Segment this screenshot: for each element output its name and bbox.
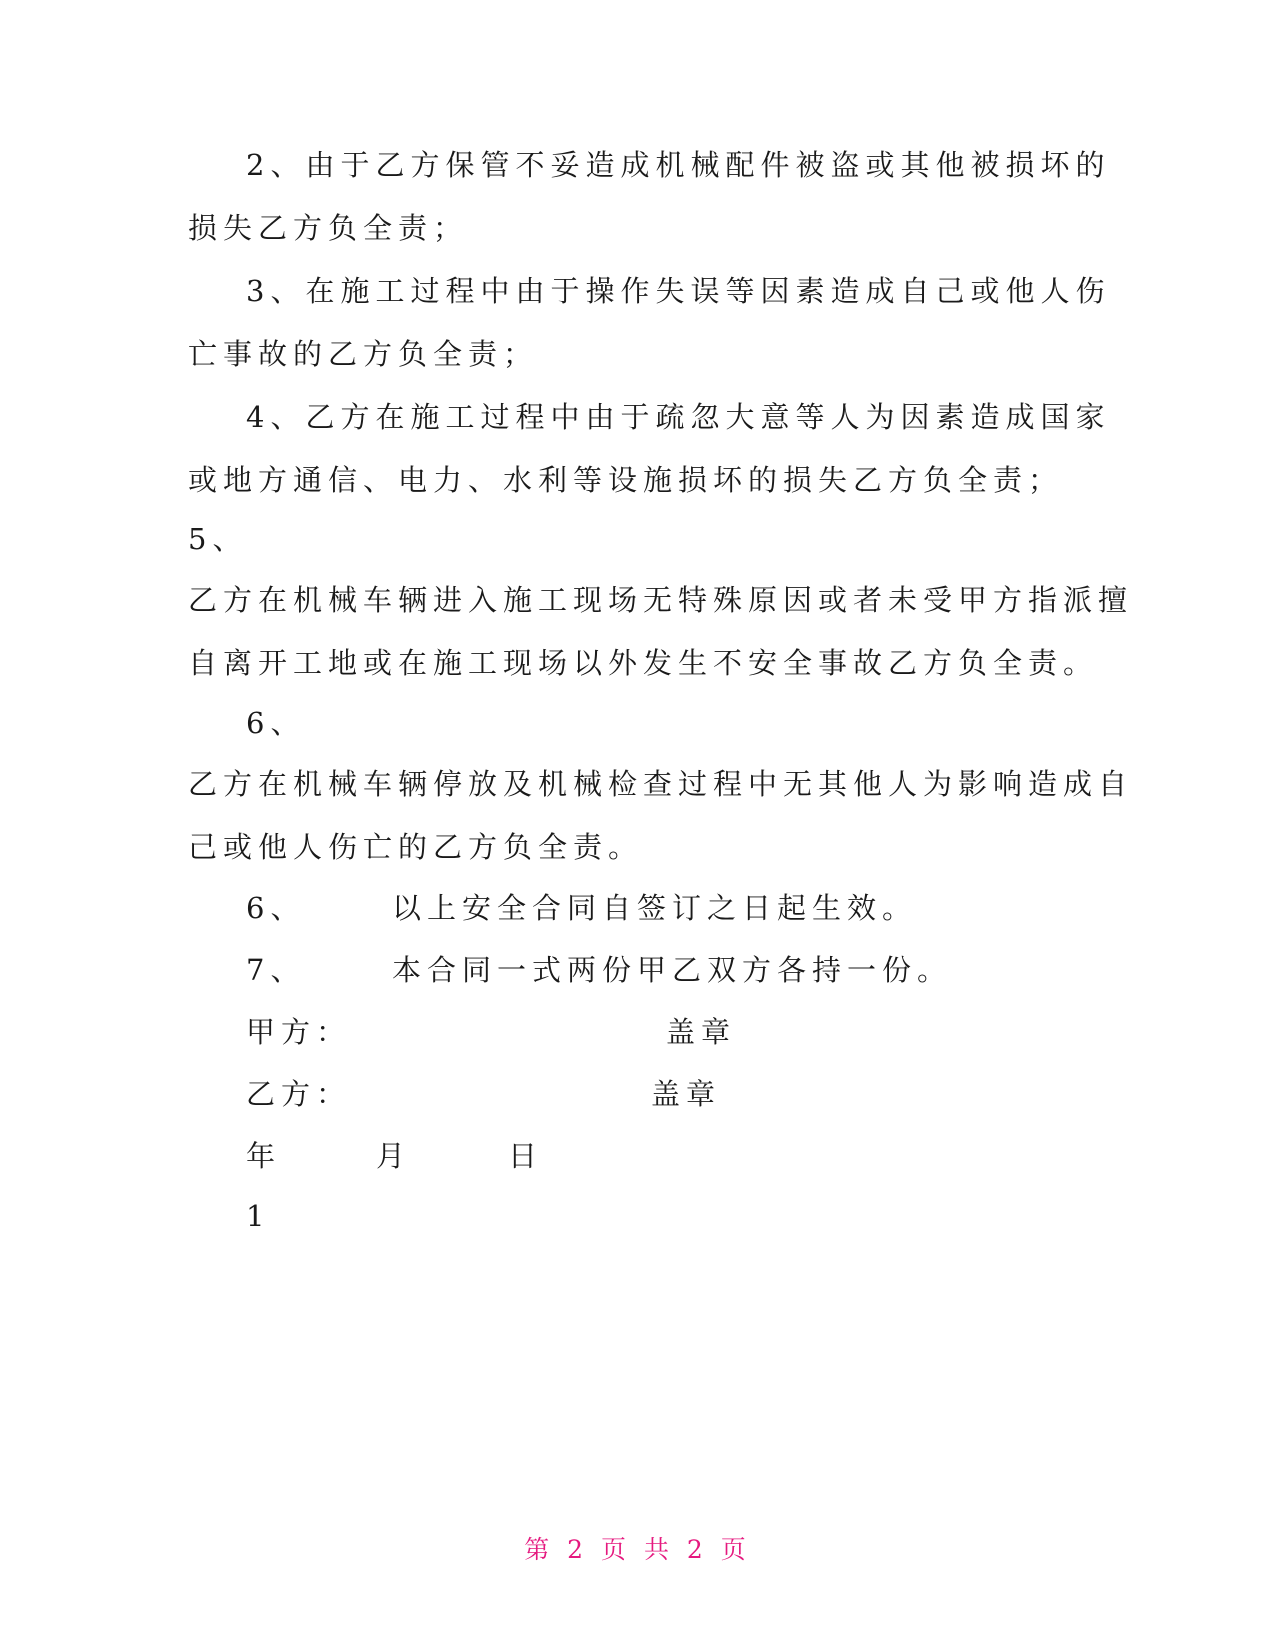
clause-6a-line-2: 己或他人伤亡的乙方负全责。 xyxy=(188,830,644,864)
date-year: 年 xyxy=(246,1139,282,1173)
clause-6a-number: 6、 xyxy=(246,706,306,740)
clause-2-line-2: 损失乙方负全责； xyxy=(188,211,469,245)
page-footer: 第 2 页 共 2 页 xyxy=(524,1535,751,1564)
clause-6a-line-1: 乙方在机械车辆停放及机械检查过程中无其他人为影响造成自 xyxy=(188,767,1134,801)
date-day: 日 xyxy=(508,1139,544,1173)
clause-5-number: 5、 xyxy=(188,522,248,556)
clause-3-line-2: 亡事故的乙方负全责； xyxy=(188,337,539,371)
clause-4-line-1: 4、乙方在施工过程中由于疏忽大意等人为因素造成国家 xyxy=(246,400,1111,434)
party-a-label: 甲方： xyxy=(246,1015,352,1049)
clause-7-number: 7、 xyxy=(246,953,306,987)
party-a-seal: 盖章 xyxy=(666,1015,737,1049)
clause-2-line-1: 2、由于乙方保管不妥造成机械配件被盗或其他被损坏的 xyxy=(246,148,1111,182)
clause-7-text: 本合同一式两份甲乙双方各持一份。 xyxy=(392,953,953,987)
party-b-label: 乙方： xyxy=(246,1077,352,1111)
clause-3-line-1: 3、在施工过程中由于操作失误等因素造成自己或他人伤 xyxy=(246,274,1111,308)
date-month: 月 xyxy=(376,1139,412,1173)
clause-5-line-2: 自离开工地或在施工现场以外发生不安全事故乙方负全责。 xyxy=(188,646,1099,680)
clause-5-line-1: 乙方在机械车辆进入施工现场无特殊原因或者未受甲方指派擅 xyxy=(188,583,1134,617)
trailing-number: 1 xyxy=(246,1199,271,1233)
party-b-seal: 盖章 xyxy=(651,1077,722,1111)
clause-6-number: 6、 xyxy=(246,891,306,925)
clause-6-text: 以上安全合同自签订之日起生效。 xyxy=(392,891,918,925)
clause-4-line-2: 或地方通信、电力、水利等设施损坏的损失乙方负全责； xyxy=(188,463,1064,497)
